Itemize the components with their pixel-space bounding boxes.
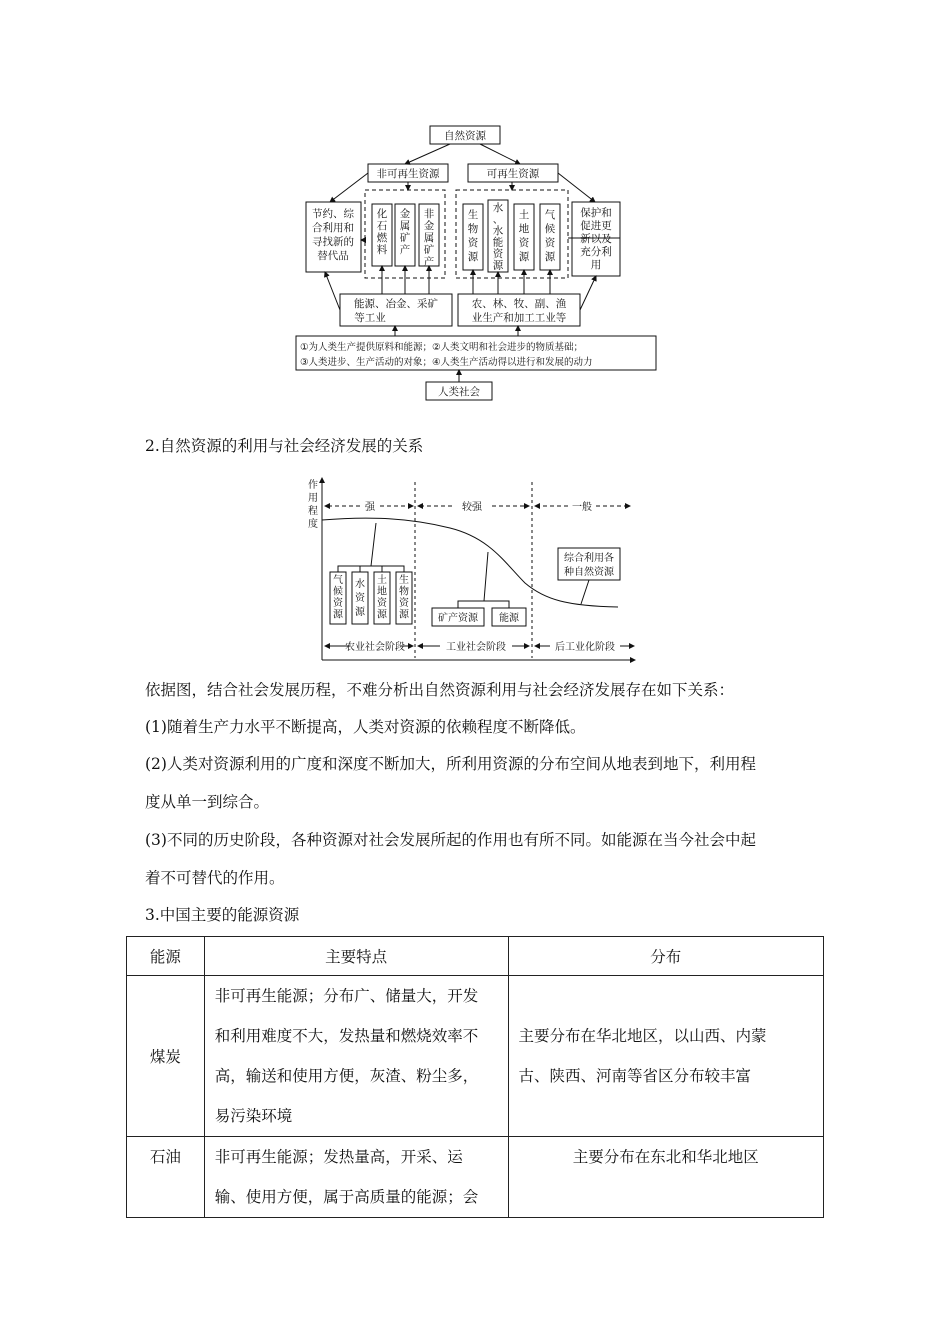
features-line: 非可再生能源；发热量高，开采、运	[214, 1148, 463, 1166]
natural-resources-diagram	[290, 120, 670, 405]
left-box-line: 寻找新的	[312, 236, 354, 248]
left-box-line: 替代品	[317, 250, 349, 262]
right-box-line: 新以及	[580, 233, 612, 245]
table-header-row	[127, 937, 824, 976]
level-medium: 较强	[462, 502, 482, 513]
left-box-line: 合利用和	[312, 222, 354, 234]
society-label: 人类社会	[438, 386, 480, 398]
roles-line: ①为人类生产提供原料和能源；②人类文明和社会进步的物质基础；	[300, 342, 584, 353]
table-row	[127, 1137, 824, 1218]
paragraph-point-1: (1)随着生产力水平不断提高，人类对资源的依赖程度不断降低。	[145, 718, 586, 736]
non-renewable-label: 非可再生资源	[376, 168, 440, 180]
features-line: 易污染环境	[214, 1107, 293, 1125]
resource-development-chart	[300, 468, 640, 668]
distribution-line: 古、陕西、河南等省区分布较丰富	[518, 1067, 752, 1085]
features-cell	[204, 976, 508, 1137]
features-line: 非可再生能源；分布广、储量大，开发	[214, 987, 479, 1005]
paragraph-point-2: (2)人类对资源利用的广度和深度不断加大，所利用资源的分布空间从地表到地下，利用程	[145, 755, 756, 773]
features-cell	[204, 1137, 508, 1218]
chart-ylabel: 作	[308, 480, 318, 491]
roles-line: ③人类进步、生产活动的对象；④人类生产活动得以进行和发展的动力	[300, 357, 593, 368]
renewable-label: 可再生资源	[486, 168, 540, 180]
distribution-cell	[508, 1137, 824, 1218]
resource-item-label: 土地资源	[377, 575, 387, 621]
col-header-features: 主要特点	[204, 937, 508, 976]
industry-right-line: 业生产和加工工业等	[471, 312, 567, 324]
mineral-resources-label: 矿产资源	[438, 613, 478, 624]
features-line: 高，输送和使用方便，灰渣、粉尘多，	[214, 1067, 479, 1085]
paragraph-point-2-cont: 度从单一到综合。	[145, 793, 270, 811]
distribution-line: 主要分布在东北和华北地区	[572, 1148, 759, 1166]
industry-left-line: 能源、冶金、采矿	[354, 298, 438, 310]
left-box-line: 节约、综	[312, 208, 354, 220]
stage-agricultural: 农业社会阶段	[345, 642, 405, 653]
right-box-line: 用	[590, 259, 602, 271]
chart-ylabel: 程	[308, 506, 318, 517]
energy-name: 石油	[149, 1148, 181, 1166]
section-heading-2: 2.自然资源的利用与社会经济发展的关系	[145, 437, 424, 455]
level-strong: 强	[365, 502, 375, 513]
stage-post-industrial: 后工业化阶段	[555, 642, 615, 653]
industry-left-line: 等工业	[354, 312, 386, 324]
paragraph-intro: 依据图，结合社会发展历程，不难分析出自然资源利用与社会经济发展存在如下关系：	[145, 681, 735, 699]
non-renewable-item-label: 化石燃料	[376, 208, 388, 256]
energy-name-cell	[127, 1137, 205, 1218]
chart-ylabel: 度	[308, 519, 318, 530]
paragraph-point-3-cont: 着不可替代的作用。	[145, 869, 285, 887]
chart-ylabel: 用	[308, 493, 318, 504]
renewable-item-label: 生物资源	[467, 209, 479, 263]
features-line: 输、使用方便，属于高质量的能源；会	[214, 1188, 479, 1206]
renewable-item-label: 水、水能资源	[492, 202, 504, 272]
section-heading-3: 3.中国主要的能源资源	[145, 906, 300, 924]
stage-industrial: 工业社会阶段	[446, 642, 506, 653]
industry-right-line: 农、林、牧、副、渔	[471, 298, 567, 310]
energy-label: 能源	[499, 613, 519, 624]
renewable-item-label: 土地资源	[518, 209, 530, 263]
features-line: 和利用难度不大，发热量和燃烧效率不	[214, 1027, 479, 1045]
right-box-line: 充分利	[580, 246, 612, 258]
renewable-item-label: 气候资源	[544, 209, 556, 263]
integrated-use-line: 种自然资源	[564, 567, 614, 578]
integrated-use-line: 综合利用各	[564, 553, 614, 564]
level-normal: 一般	[572, 502, 592, 513]
col-header-energy: 能源	[127, 937, 205, 976]
resource-item-label: 水资源	[355, 579, 365, 618]
non-renewable-item-label: 金属矿产	[399, 208, 411, 256]
right-box-line: 促进更	[580, 220, 612, 232]
non-renewable-item-label: 非金属矿产	[423, 208, 435, 268]
root-label: 自然资源	[444, 130, 486, 142]
resource-item-label: 气候资源	[333, 575, 343, 621]
distribution-cell	[508, 976, 824, 1137]
col-header-distribution: 分布	[508, 937, 824, 976]
distribution-line: 主要分布在华北地区，以山西、内蒙	[518, 1027, 767, 1045]
energy-table	[126, 936, 824, 1218]
paragraph-point-3: (3)不同的历史阶段，各种资源对社会发展所起的作用也有所不同。如能源在当今社会中起	[145, 831, 756, 849]
right-box-line: 保护和	[580, 207, 612, 219]
table-row	[127, 976, 824, 1137]
energy-name-cell: 煤炭	[127, 976, 205, 1137]
resource-item-label: 生物资源	[399, 575, 409, 621]
